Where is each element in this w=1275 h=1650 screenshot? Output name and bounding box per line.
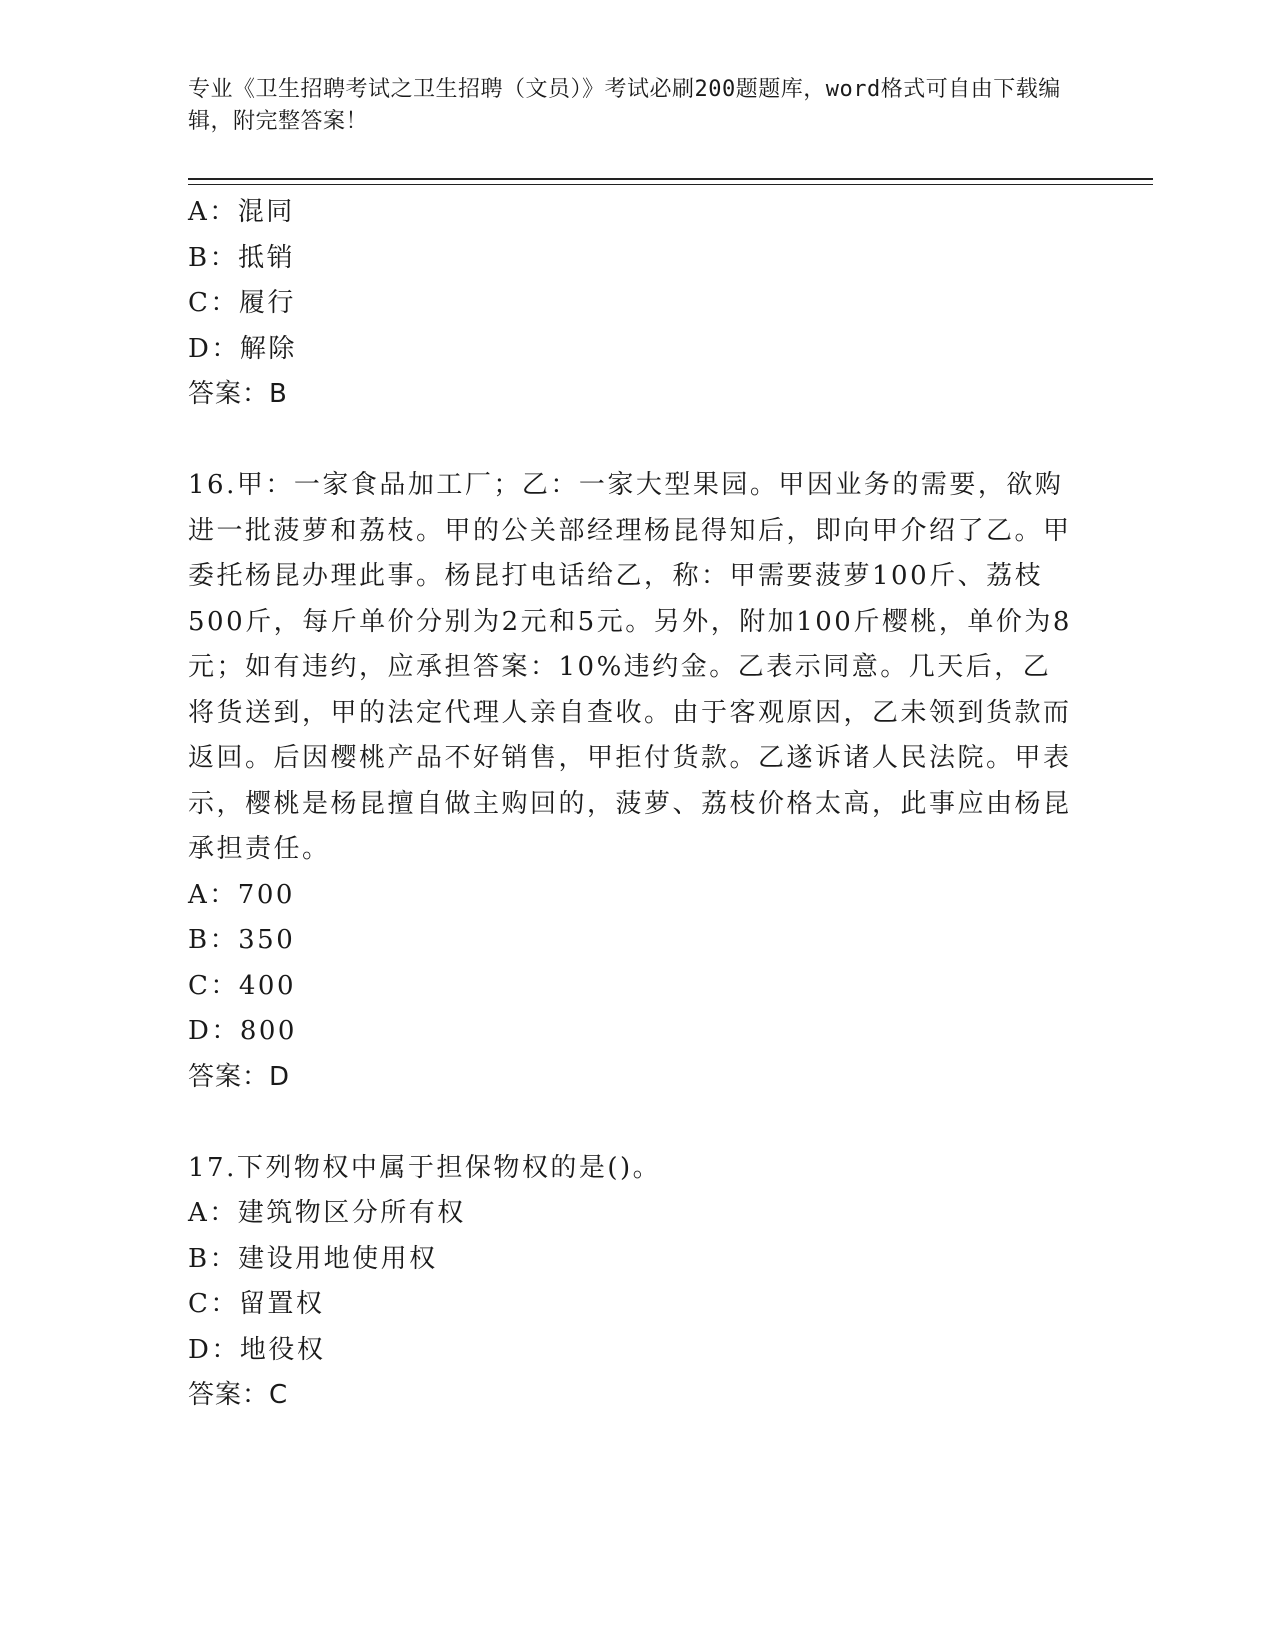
question-stem: 16.甲：一家食品加工厂；乙：一家大型果园。甲因业务的需要，欲购进一批菠萝和荔枝。甲的公关部经理杨昆得知后，即向甲介绍了乙。甲委托杨昆办理此事。杨昆打电话给乙，称：甲需要菠萝100斤、荔枝500斤，每斤单价分别为2元和5元。另外，附加100斤樱桃，单价为8元；如有违约，应承担答案：10%违约金。乙表示同意。几天后，乙将货送到，甲的法定代理人亲自查收。由于客观原因，乙未领到货款而返回。后因樱桃产品不好销售，甲拒付货款。乙遂诉诸人民法院。甲表示，樱桃是杨昆擅自做主购回的，菠萝、荔枝价格太高，此事应由杨昆承担责任。 bbox=[188, 470, 1072, 864]
answer-line: 答案：B bbox=[188, 379, 288, 409]
option-b: B：建设用地使用权 bbox=[188, 1243, 438, 1274]
option-c: C：400 bbox=[188, 970, 297, 1001]
option-a: A：建筑物区分所有权 bbox=[188, 1198, 466, 1228]
option-c: C：留置权 bbox=[188, 1289, 325, 1319]
option-b: B：350 bbox=[188, 925, 296, 955]
question-list bbox=[188, 190, 1078, 1419]
spacer bbox=[188, 418, 1078, 464]
question-block bbox=[188, 190, 1078, 418]
option-a: A：混同 bbox=[188, 197, 295, 227]
spacer bbox=[188, 1100, 1078, 1146]
question-block bbox=[188, 463, 1078, 1100]
option-d: D：800 bbox=[188, 1016, 297, 1046]
page-header: 专业《卫生招聘考试之卫生招聘（文员）》考试必刷200题题库，word格式可自由下载编辑，附完整答案！ bbox=[188, 77, 1061, 134]
option-b: B：抵销 bbox=[188, 242, 296, 273]
header-divider-thin bbox=[188, 184, 1153, 185]
option-a: A：700 bbox=[188, 879, 295, 910]
header-divider bbox=[188, 178, 1153, 180]
option-d: D：地役权 bbox=[188, 1334, 326, 1365]
question-block bbox=[188, 1146, 1078, 1419]
answer-line: 答案：C bbox=[188, 1380, 289, 1410]
question-stem: 17.下列物权中属于担保物权的是()。 bbox=[188, 1152, 662, 1183]
answer-line: 答案：D bbox=[188, 1061, 291, 1092]
option-c: C：履行 bbox=[188, 288, 296, 318]
option-d: D：解除 bbox=[188, 333, 297, 364]
